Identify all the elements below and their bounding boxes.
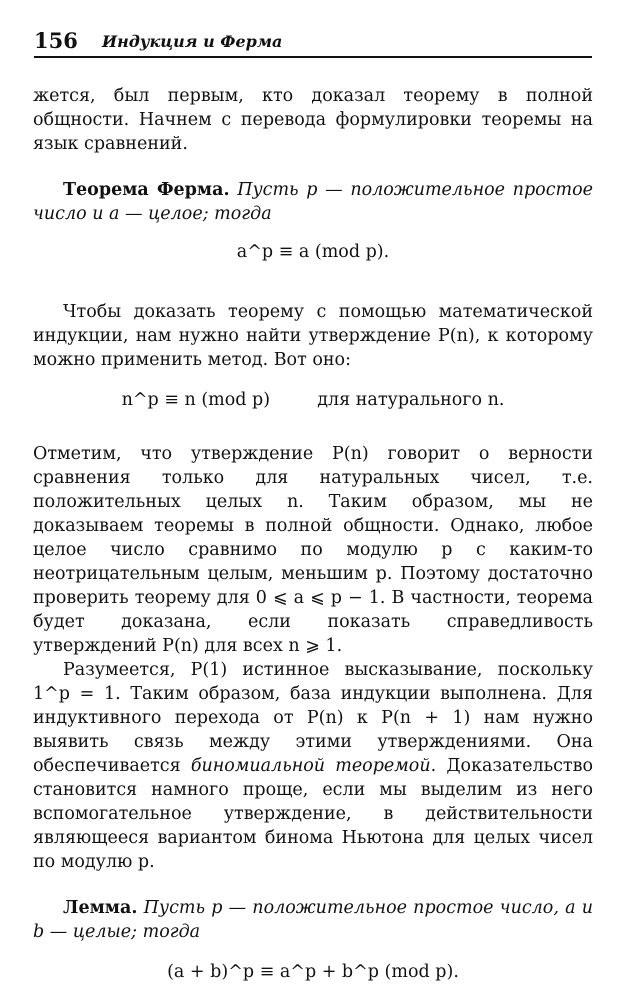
page-number: 156 [34,28,78,53]
theorem-heading: Теорема Ферма. [63,180,230,200]
lemma-formula: (a + b)^p ≡ a^p + b^p (mod p). [167,962,459,982]
lemma-statement [33,896,593,944]
page-body [33,84,593,984]
paragraph-remark: Отметим, что утверждение P(n) говорит о верности сравнения только для натуральных чисел, т.е. положительных целых n. Таким образом, мы не доказываем теоремы в полной общности. Однако, любое целое число сравнимо по модулю p с каким-то неотрицательным целым, меньшим p. Поэтому достаточно проверить теорему для 0 ⩽ a ⩽ p − 1. В частности, теорема будет доказана, если показать справедливость утверждений P(n) для всех n ⩾ 1. [33,444,593,656]
header-rule [34,56,592,58]
page-header [34,24,594,58]
base-case-text-2: . Доказательство становится намного проще, если мы выделим из него вспомогательное утверждение, в действительности являющееся вариантом бинома Ньютона для целых чисел по модулю p. [33,756,593,872]
theorem-formula: a^p ≡ a (mod p). [236,242,390,262]
theorem-statement [33,178,593,226]
base-case-text-1: Разумеется, P(1) истинное высказывание, поскольку 1^p = 1. Таким образом, база индукции выполнена. Для индуктивного перехода от P(n) к P(n + 1) нам нужно выявить связь между этими утверждениями. Она обеспечивается [33,660,593,776]
statement-formula [33,388,593,412]
lemma-body: Пусть p — положительное простое число, a и b — целые; тогда [33,898,593,942]
binomial-theorem-emphasis: биномиальной теоремой [190,756,431,776]
paragraph-induction-intro: Чтобы доказать теорему с помощью математической индукции, нам нужно найти утверждение P(n), к которому можно применить метод. Вот оно: [33,302,593,370]
lemma-heading: Лемма. [63,898,138,918]
theorem-body: Пусть p — положительное простое число и a — целое; тогда [33,180,593,224]
running-title: Индукция и Ферма [102,32,283,51]
statement-formula-left: n^p ≡ n (mod p) [121,390,271,410]
paragraph-base-case [33,658,593,874]
statement-formula-right: для натурального n. [317,390,505,410]
paragraph-continuation: жется, был первым, кто доказал теорему в полной общности. Начнем с перевода формулировки теоремы на язык сравнений. [33,86,593,154]
